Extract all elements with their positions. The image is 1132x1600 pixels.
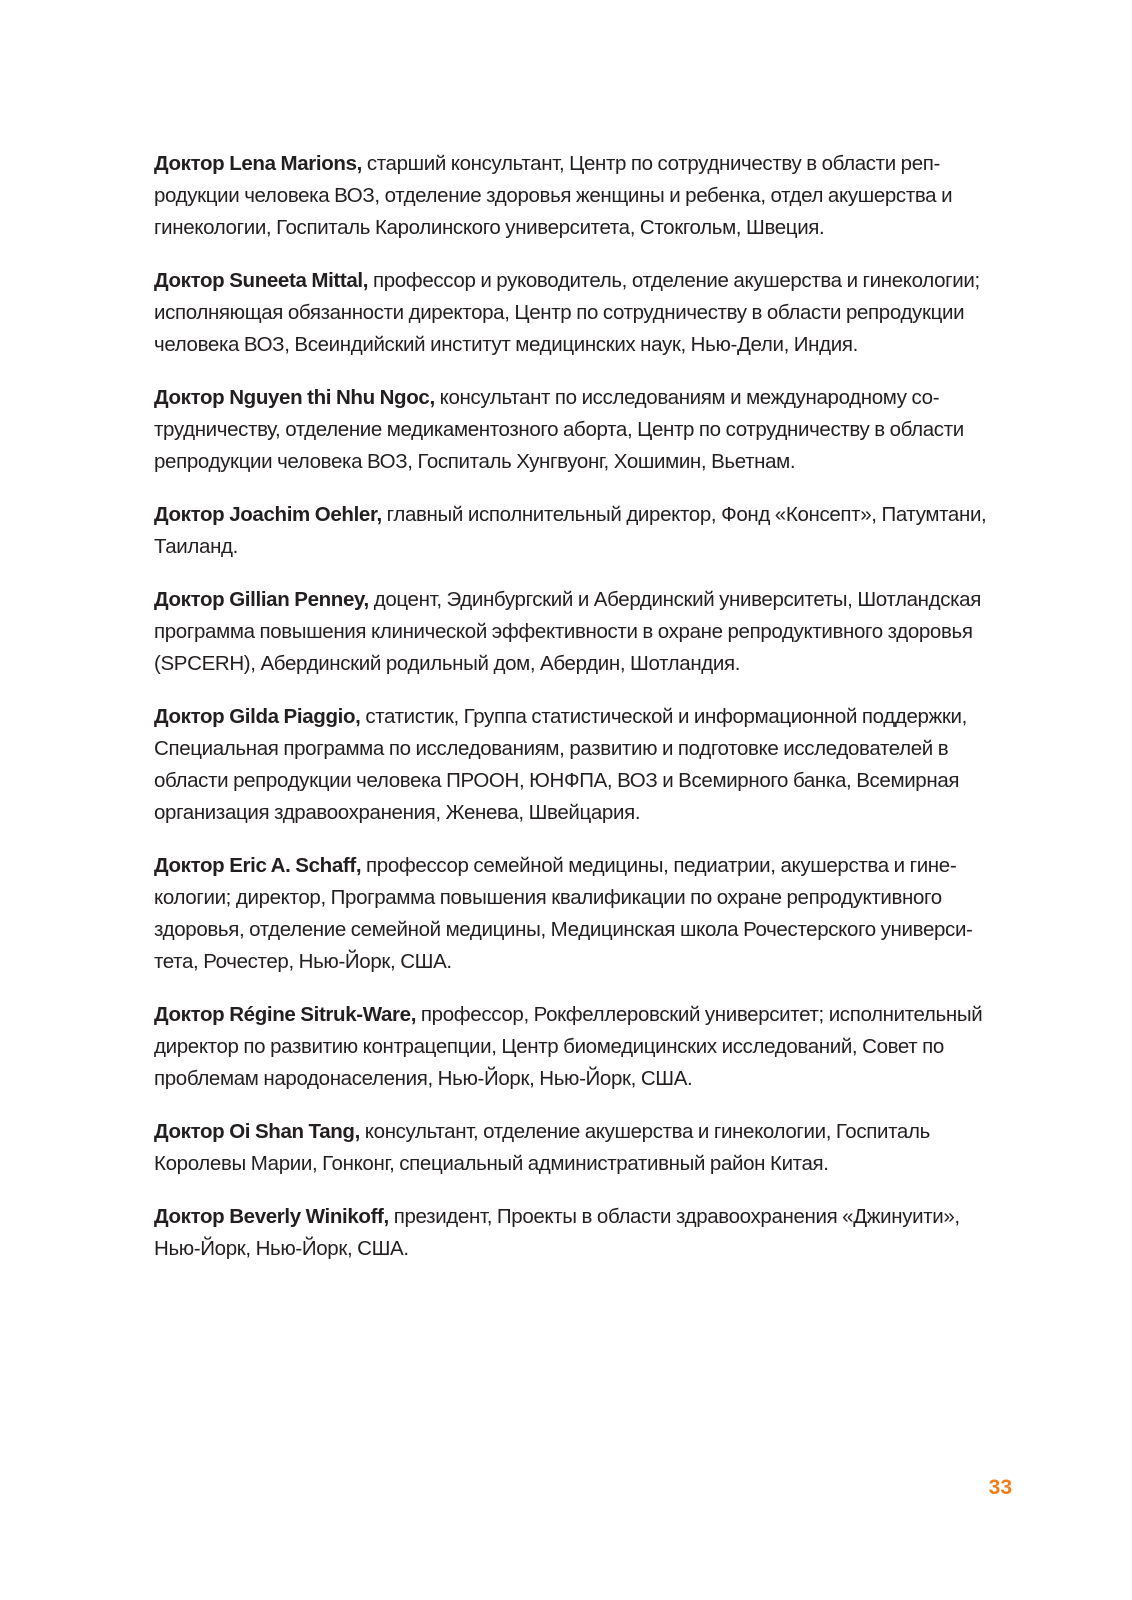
entry-line: [154, 499, 1004, 531]
contributor-name: Доктор Régine Sitruk-Ware,: [154, 1003, 417, 1026]
contributor-name: Доктор Joachim Oehler,: [154, 503, 382, 526]
contributor-name: Доктор Nguyen thi Nhu Ngoc,: [154, 386, 435, 409]
entry-line: [154, 148, 1004, 180]
contributor-description: консультант по исследованиям и международному со-: [434, 386, 940, 409]
contributor-entry: [154, 850, 1004, 978]
entry-line: [154, 999, 1004, 1031]
contributor-description: Нью-Йорк, Нью-Йорк, США.: [154, 1237, 409, 1260]
contributor-description: директор по развитию контрацепции, Центр биомедицинских исследований, Совет по: [154, 1035, 944, 1058]
contributor-name: Доктор Eric A. Schaff,: [154, 854, 362, 877]
contributor-description: родукции человека ВОЗ, отделение здоровья женщины и ребенка, отдел акушерства и: [154, 184, 953, 207]
contributors-list: [154, 148, 1004, 1286]
contributor-name: Доктор Suneeta Mittal,: [154, 269, 369, 292]
contributor-description: Специальная программа по исследованиям, развитию и подготовке исследователей в: [154, 737, 949, 760]
contributor-description: гинекологии, Госпиталь Каролинского университета, Стокгольм, Швеция.: [154, 216, 825, 239]
contributor-name: Доктор Gillian Penney,: [154, 588, 369, 611]
page-number: 33: [988, 1476, 1012, 1499]
contributor-name: Доктор Oi Shan Tang,: [154, 1120, 360, 1143]
contributor-description: Королевы Марии, Гонконг, специальный административный район Китая.: [154, 1152, 829, 1175]
contributor-description: области репродукции человека ПРООН, ЮНФПА, ВОЗ и Всемирного банка, Всемирная: [154, 769, 960, 792]
contributor-description: президент, Проекты в области здравоохранения «Джинуити»,: [388, 1205, 960, 1228]
entry-line: [154, 701, 1004, 733]
entry-line: [154, 850, 1004, 882]
contributor-description: (SPCERH), Абердинский родильный дом, Абердин, Шотландия.: [154, 652, 741, 675]
contributor-description: главный исполнительный директор, Фонд «Консепт», Патумтани,: [381, 503, 987, 526]
contributor-description: проблемам народонаселения, Нью-Йорк, Нью-Йорк, США.: [154, 1067, 693, 1090]
contributor-entry: [154, 584, 1004, 680]
contributor-entry: [154, 701, 1004, 829]
contributor-entry: [154, 265, 1004, 361]
contributor-name: Доктор Gilda Piaggio,: [154, 705, 361, 728]
entry-line: [154, 1201, 1004, 1233]
contributor-name: Доктор Lena Marions,: [154, 152, 362, 175]
contributor-description: программа повышения клинической эффективности в охране репродуктивного здоровья: [154, 620, 973, 643]
contributor-description: здоровья, отделение семейной медицины, Медицинская школа Рочестерского универси-: [154, 918, 973, 941]
entry-line: [154, 584, 1004, 616]
contributor-description: организация здравоохранения, Женева, Швейцария.: [154, 801, 641, 824]
contributor-entry: [154, 999, 1004, 1095]
entry-line: [154, 265, 1004, 297]
contributor-description: профессор и руководитель, отделение акушерства и гинекологии;: [368, 269, 980, 292]
contributor-description: кологии; директор, Программа повышения квалификации по охране репродуктивного: [154, 886, 942, 909]
contributor-description: профессор семейной медицины, педиатрии, акушерства и гине-: [361, 854, 957, 877]
contributor-entry: [154, 499, 1004, 563]
contributor-entry: [154, 148, 1004, 244]
contributor-description: тета, Рочестер, Нью-Йорк, США.: [154, 950, 452, 973]
contributor-description: профессор, Рокфеллеровский университет; исполнительный: [416, 1003, 983, 1026]
contributor-description: исполняющая обязанности директора, Центр по сотрудничеству в области репродукции: [154, 301, 965, 324]
contributor-description: консультант, отделение акушерства и гинекологии, Госпиталь: [359, 1120, 930, 1143]
contributor-description: статистик, Группа статистической и информационной поддержки,: [360, 705, 967, 728]
contributor-entry: [154, 382, 1004, 478]
contributor-description: доцент, Эдинбургский и Абердинский университеты, Шотландская: [368, 588, 981, 611]
contributor-description: человека ВОЗ, Всеиндийский институт медицинских наук, Нью-Дели, Индия.: [154, 333, 858, 356]
contributor-name: Доктор Beverly Winikoff,: [154, 1205, 389, 1228]
contributor-description: старший консультант, Центр по сотрудничеству в области реп-: [361, 152, 940, 175]
contributor-description: трудничеству, отделение медикаментозного аборта, Центр по сотрудничеству в области: [154, 418, 964, 441]
entry-line: [154, 1116, 1004, 1148]
entry-line: [154, 382, 1004, 414]
contributor-description: репродукции человека ВОЗ, Госпиталь Хунгвуонг, Хошимин, Вьетнам.: [154, 450, 796, 473]
contributor-entry: [154, 1201, 1004, 1265]
contributor-entry: [154, 1116, 1004, 1180]
contributor-description: Таиланд.: [154, 535, 238, 558]
